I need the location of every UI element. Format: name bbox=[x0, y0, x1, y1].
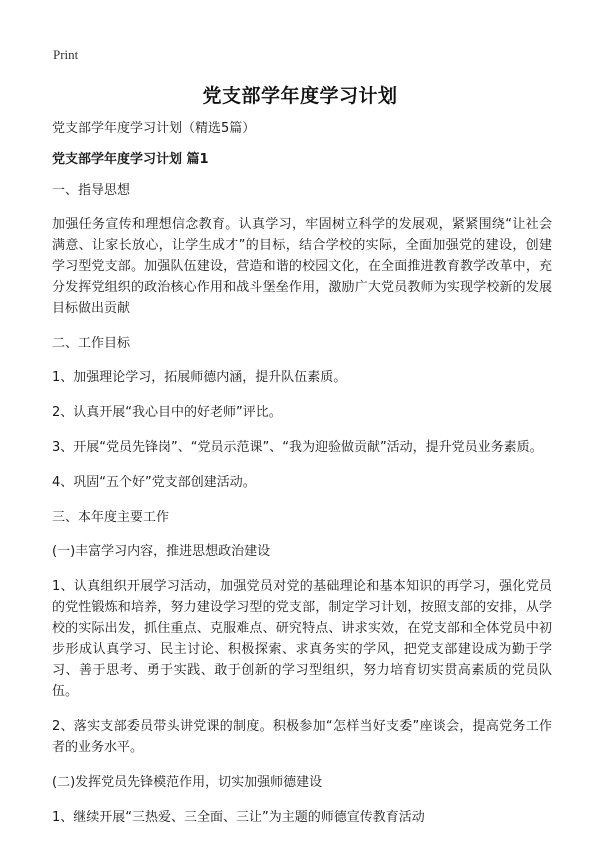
section-heading-work-goals: 二、工作目标 bbox=[52, 336, 131, 351]
goal-item-2: 2、认真开展“我心目中的好老师”评比。 bbox=[52, 405, 282, 420]
print-link[interactable]: Print bbox=[53, 47, 79, 62]
paragraph-guiding-ideology: 加强任务宣传和理想信念教育。认真学习，牢固树立科学的发展观，紧紧围绕“让社会满意、让家长放心，让学生成才”的目标，结合学校的实际，全面加强党的建设，创建学习型党支部。加强队伍建设，营造和谐的校园文化，在全面推进教育教学改革中，充分发挥党组织的政治核心作用和战斗堡垒作用，激励广大党员教师为实现学校新的发展目标做出贡献 bbox=[52, 217, 552, 316]
document-subtitle: 党支部学年度学习计划（精选5篇） bbox=[52, 121, 256, 136]
section-heading-guiding-ideology: 一、指导思想 bbox=[52, 183, 131, 198]
work-item-1-2: 2、落实支部委员带头讲党课的制度。积极参加“怎样当好支委”座谈会，提高党务工作者的业务水平。 bbox=[52, 719, 552, 755]
article-heading: 党支部学年度学习计划 篇1 bbox=[52, 152, 209, 167]
subsection-heading-1: (一)丰富学习内容，推进思想政治建设 bbox=[52, 544, 271, 559]
work-item-2-1: 1、继续开展“三热爱、三全面、三让”为主题的师德宣传教育活动 bbox=[52, 810, 425, 825]
goal-item-4: 4、巩固“五个好”党支部创建活动。 bbox=[52, 475, 256, 490]
work-item-1-1: 1、认真组织开展学习活动，加强党员对党的基础理论和基本知识的再学习，强化党员的党性锻炼和培养，努力建设学习型的党支部，制定学习计划，按照支部的安排，从学校的实际出发，抓住重点、克服难点、研究特点、讲求实效，在党支部和全体党员中初步形成认真学习、民主讨论、积极探索、求真务实的学风，把党支部建设成为勤于学习、善于思考、勇于实践、敢于创新的学习型组织，努力培育切实贯高素质的党员队伍。 bbox=[52, 579, 552, 699]
goal-item-1: 1、加强理论学习，拓展师德内涵，提升队伍素质。 bbox=[52, 370, 347, 385]
document-title: 党支部学年度学习计划 bbox=[202, 85, 398, 107]
subsection-heading-2: (二)发挥党员先锋模范作用，切实加强师德建设 bbox=[52, 775, 323, 790]
section-heading-main-work: 三、本年度主要工作 bbox=[52, 510, 170, 525]
document-body bbox=[52, 118, 552, 842]
goal-item-3: 3、开展“党员先锋岗”、“党员示范课”、“我为迎验做贡献”活动，提升党员业务素质。 bbox=[52, 440, 543, 455]
